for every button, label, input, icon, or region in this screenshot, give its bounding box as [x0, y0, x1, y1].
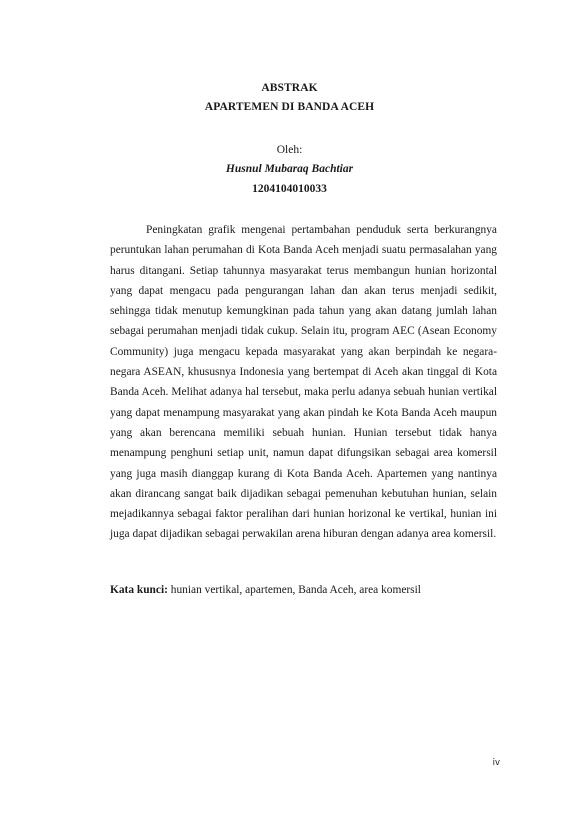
student-id: 1204104010033: [252, 183, 327, 195]
abstract-heading: ABSTRAK: [261, 82, 318, 94]
keywords-value: hunian vertikal, apartemen, Banda Aceh, area komersil: [167, 584, 421, 596]
document-title: APARTEMEN DI BANDA ACEH: [204, 101, 375, 113]
author-name: Husnul Mubaraq Bachtiar: [225, 163, 354, 175]
abstract-paragraph: Peningkatan grafik mengenai pertambahan penduduk serta berkurangnya peruntukan lahan perumahan di Kota Banda Aceh menjadi suatu permasalahan yang harus ditangani. Setiap tahunnya masyarakat terus membangun hunian horizontal yang dapat mengacu pada pengurangan lahan dan akan terus menjadi sedikit, sehingga tidak menutup kemungkinan pada tahun yang akan datang jumlah lahan sebagai perumahan menjadi tidak cukup. Selain itu, program AEC (Asean Economy Community) juga mengacu kepada masyarakat yang akan berpindah ke negara-negara ASEAN, khususnya Indonesia yang bertempat di Aceh akan tinggal di Kota Banda Aceh. Melihat adanya hal tersebut, maka perlu adanya sebuah hunian vertikal yang dapat menampung masyarakat yang akan pindah ke Kota Banda Aceh maupun yang akan berencana memiliki sebuah hunian. Hunian tersebut tidak hanya menampung penghuni setiap unit, namun dapat difungsikan sebagai area komersil yang juga masih dianggap kurang di Kota Banda Aceh. Apartemen yang nantinya akan dirancang sangat baik dijadikan sebagai pemenuhan kebutuhan hunian, selain mejadikannya sebagai faktor peralihan dari hunian horizonal ke vertikal, hunian ini juga dapat dijadikan sebagai perwakilan arena hiburan dengan adanya area komersil.: [110, 224, 497, 541]
keywords-line: [110, 584, 497, 596]
page-number: iv: [492, 758, 500, 768]
byline-label: Oleh:: [276, 144, 303, 156]
keywords-label: Kata kunci:: [110, 584, 168, 596]
